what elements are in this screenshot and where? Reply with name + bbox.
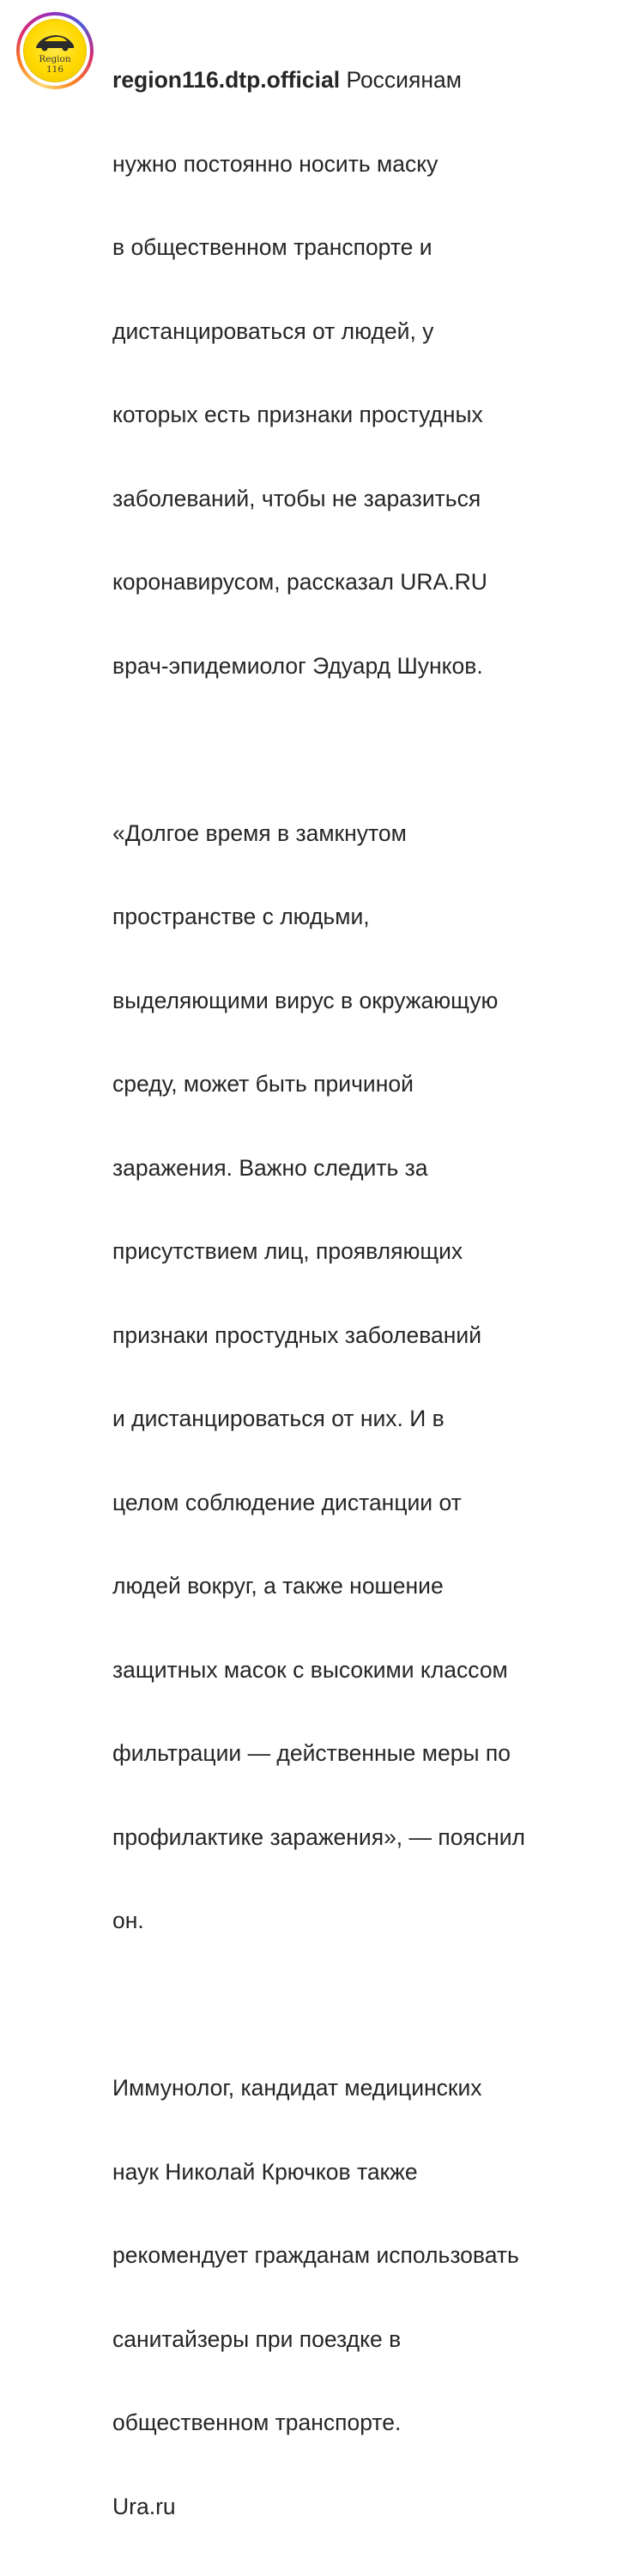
caption-line: которых есть признаки простудных bbox=[112, 402, 483, 427]
caption-line: целом соблюдение дистанции от bbox=[112, 1489, 462, 1515]
caption-line: он. bbox=[112, 1908, 144, 1933]
caption-line: нужно постоянно носить маску bbox=[112, 150, 439, 177]
caption-line: выделяющими вирус в окружающую bbox=[112, 987, 499, 1013]
caption-line: Иммунолог, кандидат медицинских bbox=[112, 2075, 482, 2101]
caption-text bbox=[112, 10, 602, 2576]
caption-line: «Долгое время в замкнутом bbox=[112, 819, 407, 846]
caption-line: санитайзеры при поездке в bbox=[112, 2325, 402, 2352]
caption-line-1 bbox=[112, 66, 602, 94]
story-ring[interactable] bbox=[16, 12, 94, 89]
username-link[interactable]: region116.dtp.official bbox=[112, 67, 341, 93]
caption-line: профилактике заражения», — пояснил bbox=[112, 1823, 525, 1850]
avatar-gap bbox=[20, 15, 90, 86]
avatar[interactable] bbox=[23, 19, 87, 82]
caption-line: в общественном транспорте и bbox=[112, 234, 433, 260]
caption-line: наук Николай Крючков также bbox=[112, 2158, 418, 2185]
caption-line: общественном транспорте. bbox=[112, 2410, 402, 2435]
caption-line: и дистанцироваться от них. И в bbox=[112, 1406, 445, 1431]
caption-line: фильтрации — действенные меры по bbox=[112, 1740, 511, 1766]
avatar-text-region: Region bbox=[39, 54, 71, 64]
paragraph-break bbox=[112, 1991, 602, 2019]
caption-line: заражения. Важно следить за bbox=[112, 1154, 428, 1181]
paragraph-break bbox=[112, 735, 602, 764]
source-text: Ura.ru bbox=[112, 2493, 176, 2519]
caption-line: рекомендует гражданам использовать bbox=[112, 2242, 519, 2268]
caption-line: заболеваний, чтобы не заразиться bbox=[112, 485, 481, 511]
caption-line: коронавирусом, рассказал URA.RU bbox=[112, 569, 487, 595]
avatar-text-number: 116 bbox=[45, 64, 64, 75]
caption-line: признаки простудных заболеваний bbox=[112, 1321, 481, 1348]
caption-line: врач-эпидемиолог Эдуард Шунков. bbox=[112, 652, 483, 679]
caption-line: людей вокруг, а также ношение bbox=[112, 1573, 444, 1599]
car-logo-icon bbox=[33, 30, 76, 52]
caption-text-segment: Россиянам bbox=[346, 67, 462, 93]
caption-line: среду, может быть причиной bbox=[112, 1071, 414, 1097]
caption-line: защитных масок с высокими классом bbox=[112, 1656, 508, 1683]
caption-line: пространстве с людьми, bbox=[112, 904, 370, 929]
caption-line: присутствием лиц, проявляющих bbox=[112, 1238, 463, 1264]
caption-line: дистанцироваться от людей, у bbox=[112, 317, 434, 344]
